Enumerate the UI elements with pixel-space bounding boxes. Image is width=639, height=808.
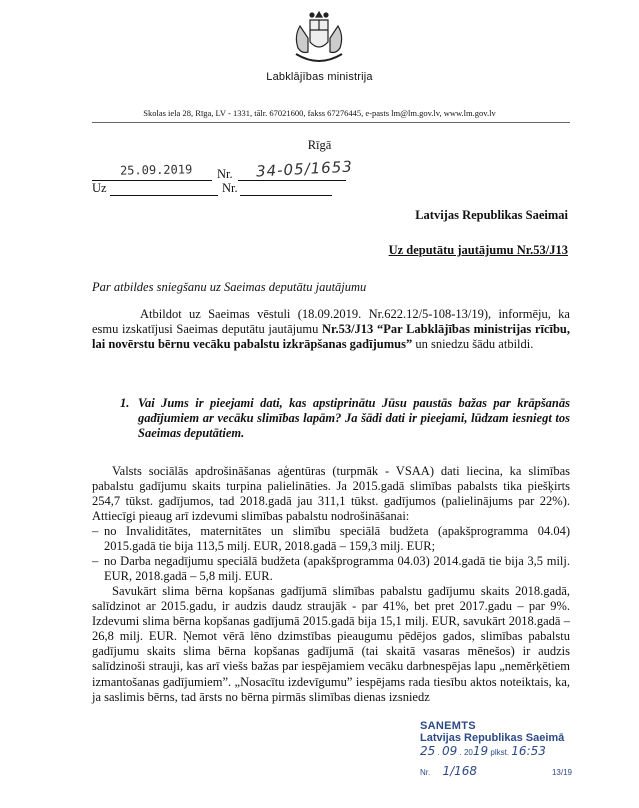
stamp-organization: Latvijas Republikas Saeimā: [420, 732, 565, 744]
question-1-number: 1.: [120, 396, 130, 410]
bullet-2-dash: –: [92, 554, 99, 568]
bullet-2: [92, 554, 570, 584]
stamp-month: 09: [441, 744, 458, 758]
date-handwritten: 25.09.2019: [119, 162, 193, 178]
stamp-title: SANEMTS: [420, 720, 476, 732]
ministry-address: Skolas iela 28, Rīga, LV - 1331, tālr. 67021600, fakss 67276445, e-pasts lm@lm.gov.lv, www.lm.gov.lv: [143, 108, 496, 118]
header-divider: [92, 122, 570, 123]
paragraph-intro-bold: Nr.53/J13 “Par Labklājības ministrijas rīcību, lai novērstu bērnu vecāku pabalstu izkrāpšanas gadījumus”: [92, 322, 570, 352]
uz-nr-line: [240, 195, 332, 196]
nr-handwritten: 34-05/1653: [255, 157, 354, 181]
stamp-nr-label: Nr.: [420, 768, 431, 777]
question-1-text: Vai Jums ir pieejami dati, kas apstiprinātu Jūsu paustās bažas par krāpšanās gadījumiem ar vecāku slimības lapām? Ja šādi dati ir pieejami, lūdzam iesniegt tos Saeimas deputātiem.: [138, 396, 570, 441]
stamp-nr-value: 1/168: [442, 764, 478, 778]
recipient: Latvijas Republikas Saeimai: [415, 208, 568, 222]
city: Rīgā: [307, 138, 332, 152]
stamp-nr-row: [420, 764, 580, 784]
paragraph-intro-start: Atbildot uz Saeimas vēstuli (18.09.2019. Nr.622.12/5-108-13/19), informēju, ka esmu izskatījusi Saeimas deputātu jautājumu: [92, 307, 570, 337]
stamp-date-row: [420, 744, 580, 764]
stamp-time-label: plkst.: [490, 748, 510, 757]
date-line: [92, 180, 212, 181]
uz-nr-label: Nr.: [222, 181, 238, 195]
nr-line: [238, 180, 346, 181]
stamp-year: 19: [472, 744, 489, 758]
uz-line: [110, 195, 218, 196]
reference: Uz deputātu jautājumu Nr.53/J13: [388, 243, 568, 257]
uz-label: Uz: [92, 181, 107, 195]
bullet-1-dash: –: [92, 524, 99, 538]
stamp-time: 16:53: [511, 744, 546, 758]
question-1: [120, 396, 570, 441]
paragraph-intro-end: un sniedzu šādu atbildi.: [412, 337, 534, 352]
stamp-date-dot-1: .: [437, 748, 440, 757]
paragraph-2: Valsts sociālās apdrošināšanas aģentūras (turpmāk - VSAA) dati liecina, ka slimības pabalstu gadījumu skaits turpina palielināties. Ja 2015.gadā slimības pabalsts tika piešķirts 254,7 tūkst. gadījumos, tad 2018.gadā jau 311,1 tūkst. gadījumos (palielinājums par 22%). Attiecīgi pieaug arī izdevumi slimības pabalstu nodrošināšanai:: [92, 464, 570, 524]
paragraph-3: Savukārt slima bērna kopšanas gadījumā slimības pabalstu gadījumu skaits 2018.gadā, salīdzinot ar 2015.gadu, ir audzis daudz straujāk - par 41%, bet pret 2017.gadu – par 9%. Izdevumi slima bērna kopšanas gadījumā 2015.gadā bija 15,1 milj. EUR, savukārt 2018.gadā – 26,8 milj. EUR. Ņemot vērā lēno dzimstības pieaugumu pēdējos gados, slimības pabalstu gadījumu skaits slima bērna kopšanas gadījumā (tai skaitā vasaras mēnešos) ir audzis salīdzinoši strauji, kas arī viešs bažas par iespējamiem vecāku darbnespējas lapu „neměrķētiem izmantošanas gadījumiem”. „Nosacītu izdevīgumu” iespējams rada tiesību aktos noteiktais, ka, ja saslimis bērns, tad ārsts no bērna pirmās slimības dienas izsniedz: [92, 584, 570, 704]
bullet-1-text: no Invaliditātes, maternitātes un slimību speciālā budžeta (apakšprogramma 04.04) 2015.gadā tie bija 113,5 milj. EUR, 2018.gadā – 159,3 milj. EUR;: [104, 524, 570, 554]
bullet-1: [92, 524, 570, 554]
stamp-day: 25: [420, 744, 436, 758]
paragraph-intro: [92, 307, 570, 352]
received-stamp: [420, 720, 580, 784]
bullet-2-text: no Darba negadījumu speciālā budžeta (apakšprogramma 04.03) 2014.gadā tie bija 3,5 milj. EUR, 2018.gadā – 5,8 milj. EUR.: [104, 554, 570, 584]
nr-label: Nr.: [217, 167, 233, 181]
stamp-year-prefix: 20: [463, 748, 473, 757]
stamp-nr-suffix: 13/19: [551, 768, 572, 777]
subject: Par atbildes sniegšanu uz Saeimas deputātu jautājumu: [92, 280, 367, 294]
ministry-name: Labklājības ministrija: [266, 71, 373, 83]
stamp-date-dot-2: .: [459, 748, 462, 757]
coat-of-arms-icon: [286, 8, 352, 70]
